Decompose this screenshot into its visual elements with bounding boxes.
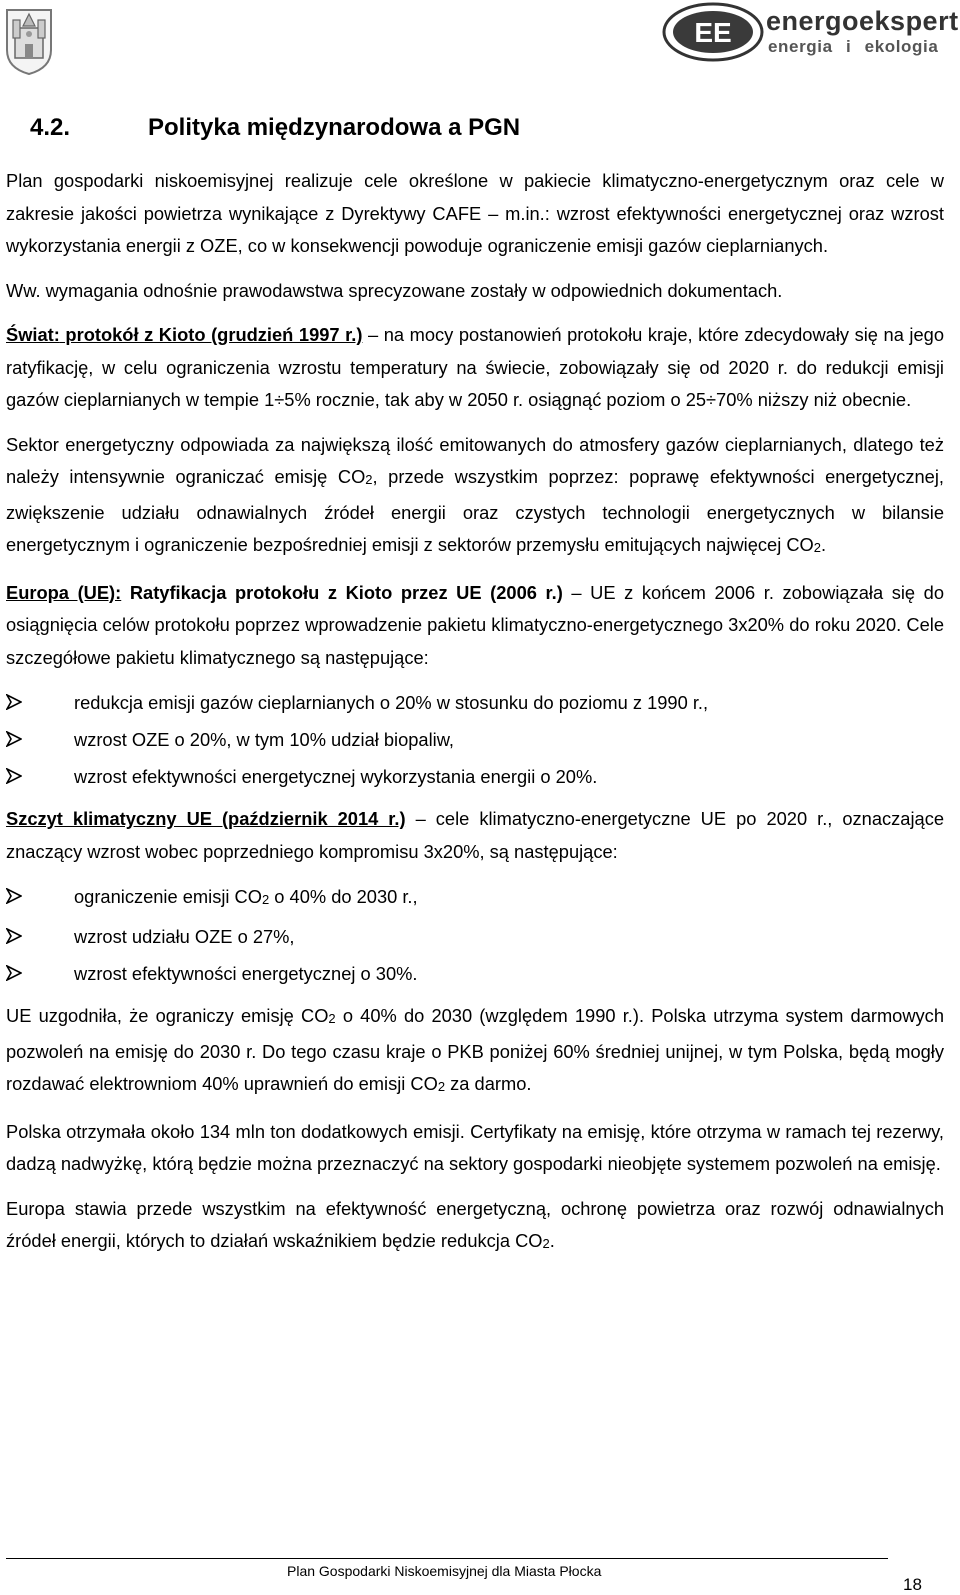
arrow-bullet-icon xyxy=(6,965,22,981)
co2-subscript: 2 xyxy=(437,1079,446,1094)
arrow-bullet-icon xyxy=(6,928,22,944)
list-item-text: redukcja emisji gazów cieplarnianych o 20% w stosunku do poziomu z 1990 r., xyxy=(74,692,709,713)
list-item-text: wzrost OZE o 20%, w tym 10% udział biopaliw, xyxy=(74,729,454,750)
arrow-bullet-icon xyxy=(6,768,22,784)
co2-subscript: 2 xyxy=(813,540,821,555)
paragraph-summit xyxy=(6,803,944,868)
energy-text-b: , przede wszystkim poprzez: poprawę efektywności energetycznej, zwiększenie udziału odnawialnych źródeł energii oraz czystych technologii energetycznych w bilansie energetycznym i ograniczenie bezpośredniej emisji z sektorów przemysłu emitujących najwięcej CO xyxy=(6,466,944,555)
agreement-text-a: UE uzgodniła, że ograniczy emisję CO xyxy=(6,1005,329,1026)
paragraph-intro: Plan gospodarki niskoemisyjnej realizuje cele określone w pakiecie klimatyczno-energetycznym oraz cele w zakresie jakości powietrza wynikające z Dyrektywy CAFE – m.in.: wzrost efektywności energetycznej oraz wzrost wykorzystania energii z OZE, co w konsekwencji powoduje ograniczenie emisji gazów cieplarnianych. xyxy=(6,170,944,256)
agreement-text-c: za darmo. xyxy=(445,1073,532,1094)
world-lead-label: Świat: xyxy=(6,324,60,345)
paragraph-documents: Ww. wymagania odnośnie prawodawstwa sprecyzowane zostały w odpowiednich dokumentach. xyxy=(6,279,783,301)
paragraph-world xyxy=(6,319,944,417)
document-body xyxy=(6,165,944,1273)
paragraph-europe xyxy=(6,577,944,675)
co2-subscript: 2 xyxy=(542,1236,550,1251)
europe-lead-title: Ratyfikacja protokołu z Kioto przez UE (2006 r.) xyxy=(121,581,563,603)
list-item-text: wzrost udziału OZE o 27%, xyxy=(74,926,295,947)
arrow-bullet-icon xyxy=(6,731,22,747)
list-item xyxy=(6,957,944,990)
section-heading xyxy=(30,114,520,142)
summit-text: – cele klimatyczno-energetyczne UE po 2020 r., oznaczające znaczący wzrost wobec poprzedniego kompromisu 3x20%, są następujące: xyxy=(6,808,944,862)
list-item-text: wzrost efektywności energetycznej wykorzystania energii o 20%. xyxy=(74,766,598,787)
paragraph-energy-sector xyxy=(6,429,944,565)
world-lead-title: protokół z Kioto (grudzień 1997 r.) xyxy=(59,324,363,345)
list-item xyxy=(6,686,944,719)
list-item xyxy=(6,723,944,756)
section-number: 4.2. xyxy=(30,114,71,141)
footer-title: Plan Gospodarki Niskoemisyjnej dla Miasta Płocka xyxy=(287,1563,602,1579)
europe-text: – UE z końcem 2006 r. zobowiązała się do osiągnięcia celów protokołu poprzez wprowadzenie pakietu klimatyczno-energetycznego 3x20% do roku 2020. Cele szczegółowe pakietu klimatycznego są następujące: xyxy=(6,581,945,668)
europe-lead-label: Europa (UE): xyxy=(6,581,122,603)
logo-name: energoekspert xyxy=(766,6,959,36)
list-item xyxy=(6,760,944,793)
paragraph-poland: Polska otrzymała około 134 mln ton dodatkowych emisji. Certyfikaty na emisję, które otrzyma w ramach tej rezerwy, dadzą nadwyżkę, którą będzie można przeznaczyć na sektory gospodarki nieobjęte systemem pozwoleń na emisję. xyxy=(6,1120,944,1174)
page-header xyxy=(0,0,960,90)
city-crest-icon xyxy=(5,6,53,76)
focus-text-a: Europa stawia przede wszystkim na efektywność energetyczną, ochronę powietrza oraz rozwój odnawialnych źródeł energii, których to działań wskaźnikiem będzie redukcja CO xyxy=(6,1197,944,1251)
bullet-list-3x20 xyxy=(6,686,944,793)
list-item xyxy=(6,920,944,953)
footer-divider xyxy=(6,1558,888,1559)
co2-subscript: 2 xyxy=(328,1011,336,1026)
list-item-text: ograniczenie emisji CO xyxy=(74,886,262,907)
energy-text-a: Sektor energetyczny odpowiada za największą ilość emitowanych do atmosfery gazów cieplarnianych, dlatego też należy intensywnie ograniczać emisję CO xyxy=(6,433,944,487)
list-item-text: o 40% do 2030 r., xyxy=(269,886,418,907)
energy-text-c: . xyxy=(821,534,827,555)
arrow-bullet-icon xyxy=(6,694,22,710)
energoekspert-logo xyxy=(662,2,959,64)
bullet-list-2030 xyxy=(6,880,944,990)
paragraph-europe-focus xyxy=(6,1193,944,1261)
co2-subscript: 2 xyxy=(261,892,270,907)
co2-subscript: 2 xyxy=(365,472,373,487)
list-item-text: wzrost efektywności energetycznej o 30%. xyxy=(74,963,418,984)
arrow-bullet-icon xyxy=(6,888,22,904)
list-item xyxy=(6,880,944,916)
section-title: Polityka międzynarodowa a PGN xyxy=(148,114,521,141)
ee-badge-icon xyxy=(662,2,764,62)
logo-tagline: energia i ekologia xyxy=(768,37,939,56)
summit-lead: Szczyt klimatyczny UE (październik 2014 r.) xyxy=(6,808,406,829)
page-number: 18 xyxy=(903,1575,922,1594)
focus-text-b: . xyxy=(549,1230,555,1251)
agreement-text-b: o 40% do 2030 (względem 1990 r.). Polska utrzyma system darmowych pozwoleń na emisję do 2030 r. Do tego czasu kraje o PKB poniżej 60% średniej unijnej, w tym Polska, będą mogły rozdawać elektrowniom 40% uprawnień do emisji CO xyxy=(6,1005,944,1094)
world-text: – na mocy postanowień protokołu kraje, które zdecydowały się na jego ratyfikację, w celu ograniczenia wzrostu temperatury na świecie, zobowiązały się od 2020 r. do redukcji emisji gazów cieplarnianych w tempie 1÷5% rocznie, tak aby w 2050 r. osiągnąć poziom o 25÷70% niższy niż obecnie. xyxy=(6,324,944,410)
logo-badge-text: EE xyxy=(694,17,732,48)
paragraph-eu-agreement xyxy=(6,1000,944,1104)
